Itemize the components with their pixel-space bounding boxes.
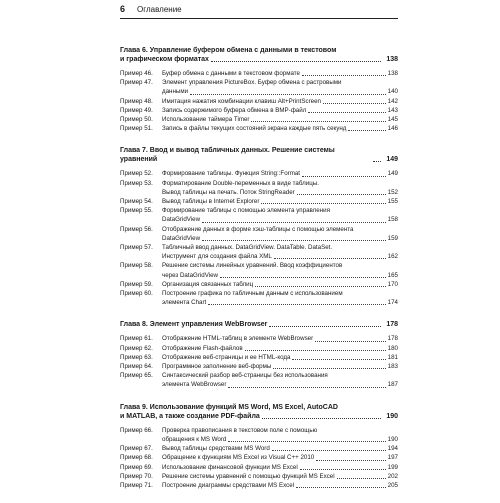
entry-title: Организация связанных таблиц xyxy=(162,280,254,288)
dot-leader xyxy=(269,326,381,327)
entry-title: Запись в файлы текущих состояний экрана каждые пять секунд xyxy=(162,125,347,133)
dot-leader xyxy=(220,277,386,278)
entry-page: 181 xyxy=(387,353,398,361)
dot-leader xyxy=(255,286,386,287)
example-label: Пример 60. xyxy=(120,290,153,298)
header-rule xyxy=(120,18,398,19)
entry-body xyxy=(162,426,398,444)
entry-last-line xyxy=(162,252,398,261)
entry-page: 202 xyxy=(387,472,398,480)
entry-title-line: Инструмент для создания файла XML xyxy=(162,253,272,261)
entry-title: Запись содержимого буфера обмена в BMP-файл xyxy=(162,106,307,114)
dot-leader xyxy=(296,487,386,488)
toc-entry[interactable] xyxy=(120,106,398,115)
toc-entry[interactable] xyxy=(120,243,398,261)
entry-title: Отображение HTML-таблиц в элементе WebBrowser xyxy=(162,335,314,343)
entry-title-line: Отображение данных в форме хэш-таблицы с помощью элемента xyxy=(162,225,354,233)
toc-entry[interactable] xyxy=(120,453,398,462)
entry-page: 155 xyxy=(387,198,398,206)
example-label: Пример 69. xyxy=(120,463,153,471)
example-label: Пример 66. xyxy=(120,426,153,434)
entry-title-line: Вывод таблицы на печать. Поток StringReader xyxy=(162,188,295,196)
entry-title-line: данными xyxy=(162,88,189,96)
dot-leader xyxy=(300,469,386,470)
chapter-section xyxy=(120,146,398,307)
example-label: Пример 71. xyxy=(120,481,153,489)
example-label: Пример 55. xyxy=(120,207,153,215)
chapter-title[interactable] xyxy=(120,55,398,64)
entry-body xyxy=(162,371,398,389)
dot-leader xyxy=(373,161,381,162)
entry-body xyxy=(162,197,398,206)
dot-leader xyxy=(302,176,386,177)
example-label: Пример 61. xyxy=(120,335,153,343)
chapter-title[interactable] xyxy=(120,46,398,55)
example-label: Пример 62. xyxy=(120,344,153,352)
toc-entry[interactable] xyxy=(120,371,398,389)
entry-body xyxy=(162,289,398,307)
entry-title-line: Элемент управления PictureBox. Буфер обмена с растровыми xyxy=(162,79,342,87)
chapter-title-text: Глава 7. Ввод и вывод табличных данных. Решение системы уравнений xyxy=(120,147,335,164)
toc-entry[interactable] xyxy=(120,97,398,106)
running-title: Оглавление xyxy=(137,5,182,14)
toc-entry[interactable] xyxy=(120,353,398,362)
toc-entry[interactable] xyxy=(120,280,398,289)
entry-body xyxy=(162,115,398,124)
page-header xyxy=(120,4,398,14)
dot-leader xyxy=(273,368,385,369)
chapter-section xyxy=(120,403,398,490)
entry-page: 178 xyxy=(387,335,398,343)
dot-leader xyxy=(251,121,385,122)
entry-page: 197 xyxy=(387,454,398,462)
dot-leader xyxy=(337,478,386,479)
entry-title-line: DataGridView xyxy=(162,216,201,224)
toc-entry[interactable] xyxy=(120,444,398,453)
dot-leader xyxy=(297,194,386,195)
table-of-contents xyxy=(120,46,398,503)
toc-entry[interactable] xyxy=(120,69,398,78)
chapter-page: 178 xyxy=(386,321,398,329)
dot-leader xyxy=(262,418,382,419)
entry-page: 138 xyxy=(387,70,398,77)
entry-title-line: элемента WebBrowser xyxy=(162,381,227,389)
entry-title: Отображение Flash-файлов xyxy=(162,344,243,352)
example-label: Пример 46. xyxy=(120,70,153,77)
entry-body xyxy=(162,97,398,106)
entry-title: Вывод таблицы средствами MS Word xyxy=(162,445,270,453)
entry-title: Использование таймера Timer xyxy=(162,116,250,124)
entry-title: Буфер обмена с данными в текстовом формате xyxy=(162,70,300,77)
example-label: Пример 54. xyxy=(120,198,153,206)
dot-leader xyxy=(261,203,385,204)
example-label: Пример 63. xyxy=(120,353,153,361)
entry-body xyxy=(162,124,398,133)
example-label: Пример 47. xyxy=(120,79,153,87)
entry-body xyxy=(162,261,398,279)
entry-page: 158 xyxy=(387,216,398,224)
dot-leader xyxy=(272,450,386,451)
example-label: Пример 67. xyxy=(120,445,153,453)
entry-last-line xyxy=(162,215,398,224)
example-label: Пример 52. xyxy=(120,170,153,178)
entry-page: 146 xyxy=(387,125,398,133)
entry-last-line xyxy=(162,435,398,444)
entry-last-line xyxy=(162,271,398,280)
chapter-title-text: Глава 9. Использование функций MS Word, MS Excel, AutoCAD xyxy=(120,403,338,411)
dot-leader xyxy=(302,75,386,76)
entry-page: 143 xyxy=(387,106,398,114)
dot-leader xyxy=(292,359,385,360)
entry-last-line xyxy=(162,380,398,389)
entry-body xyxy=(162,353,398,362)
example-label: Пример 50. xyxy=(120,116,153,124)
example-label: Пример 68. xyxy=(120,454,153,462)
toc-entry[interactable] xyxy=(120,472,398,481)
entry-page: 145 xyxy=(387,116,398,124)
entry-title-line: элемента Chart xyxy=(162,299,207,307)
entry-title: Использование финансовой функции MS Excel xyxy=(162,463,298,471)
dot-leader xyxy=(348,130,385,131)
chapter-title[interactable] xyxy=(120,412,398,421)
entry-title: Имитация нажатия комбинации клавиш Alt+PrintScreen xyxy=(162,97,321,105)
entry-body xyxy=(162,481,398,490)
chapter-title-text: Глава 6. Управление буфером обмена с данными в текстовом xyxy=(120,47,337,54)
chapter-title-text: и графическом форматах xyxy=(120,56,209,63)
toc-entry[interactable] xyxy=(120,426,398,444)
entry-last-line xyxy=(162,234,398,243)
chapter-title[interactable] xyxy=(120,320,398,329)
entry-page: 194 xyxy=(387,445,398,453)
entry-body xyxy=(162,78,398,96)
entry-body xyxy=(162,463,398,472)
entry-body xyxy=(162,362,398,371)
entry-body xyxy=(162,225,398,243)
entry-title-line: DataGridView xyxy=(162,234,201,242)
entry-title: Вывод таблицы в Internet Explorer xyxy=(162,198,260,206)
dot-leader xyxy=(323,103,386,104)
dot-leader xyxy=(202,240,386,241)
entry-title: Программное заполнение веб-формы xyxy=(162,363,272,371)
dot-leader xyxy=(228,441,385,442)
toc-entry[interactable] xyxy=(120,179,398,197)
entry-body xyxy=(162,453,398,462)
toc-entry[interactable] xyxy=(120,225,398,243)
entry-page: 140 xyxy=(387,88,398,96)
entry-body xyxy=(162,280,398,289)
entry-page: 199 xyxy=(387,463,398,471)
entry-title-line: через DataGridView xyxy=(162,271,219,279)
example-label: Пример 57. xyxy=(120,244,153,252)
entry-page: 142 xyxy=(387,97,398,105)
example-label: Пример 58. xyxy=(120,262,153,270)
entry-body xyxy=(162,106,398,115)
entry-title-line: обращения к MS Word xyxy=(162,435,227,443)
dot-leader xyxy=(308,112,385,113)
toc-entry[interactable] xyxy=(120,115,398,124)
toc-entry[interactable] xyxy=(120,124,398,133)
toc-entry[interactable] xyxy=(120,481,398,490)
chapter-page: 190 xyxy=(386,412,398,420)
chapter-title[interactable] xyxy=(120,403,398,412)
toc-entry[interactable] xyxy=(120,289,398,307)
entry-title: Отображение веб-страницы и ее HTML-кода xyxy=(162,353,291,361)
entry-page: 180 xyxy=(387,344,398,352)
entry-title: Формирование таблицы. Функция String::Format xyxy=(162,170,301,178)
entry-title: Построение диаграммы средствами MS Excel xyxy=(162,481,295,489)
dot-leader xyxy=(245,350,386,351)
toc-entry[interactable] xyxy=(120,261,398,279)
entry-page: 149 xyxy=(387,170,398,178)
entry-title: Решение системы уравнений с помощью функций MS Excel xyxy=(162,472,335,480)
entry-body xyxy=(162,169,398,178)
entry-title-line: Форматирование Double-переменных в виде таблицы. xyxy=(162,179,319,187)
chapter-title[interactable] xyxy=(120,146,398,164)
entry-title-line: Решение системы линейных уравнений. Ввод коэффициентов xyxy=(162,262,343,270)
entry-title-line: Построение графика по табличным данным с использованием xyxy=(162,290,343,298)
toc-entry[interactable] xyxy=(120,463,398,472)
entry-last-line xyxy=(162,87,398,96)
entry-page: 152 xyxy=(387,188,398,196)
toc-entry[interactable] xyxy=(120,334,398,343)
dot-leader xyxy=(190,94,386,95)
entry-body xyxy=(162,243,398,261)
toc-entry[interactable] xyxy=(120,169,398,178)
example-label: Пример 48. xyxy=(120,97,153,105)
entry-title-line: Формирование таблицы с помощью элемента управления xyxy=(162,207,330,215)
entry-body xyxy=(162,69,398,78)
dot-leader xyxy=(208,304,385,305)
example-label: Пример 51. xyxy=(120,125,153,133)
entry-body xyxy=(162,334,398,343)
entry-title-line: Табличный ввод данных. DataGridView. DataTable. DataSet. xyxy=(162,244,333,252)
dot-leader xyxy=(274,258,386,259)
entry-last-line xyxy=(162,188,398,197)
example-label: Пример 49. xyxy=(120,106,153,114)
toc-entry[interactable] xyxy=(120,344,398,353)
entry-body xyxy=(162,444,398,453)
entry-page: 190 xyxy=(387,435,398,443)
dot-leader xyxy=(316,460,385,461)
toc-entry[interactable] xyxy=(120,362,398,371)
entry-page: 174 xyxy=(387,299,398,307)
entry-page: 165 xyxy=(387,271,398,279)
entry-page: 170 xyxy=(387,280,398,288)
entry-page: 159 xyxy=(387,234,398,242)
entry-page: 162 xyxy=(387,253,398,261)
chapter-page: 138 xyxy=(386,56,398,63)
entry-title: Обращение к функциям MS Excel из Visual C++ 2010 xyxy=(162,454,315,462)
example-label: Пример 65. xyxy=(120,372,153,380)
entry-title-line: Проверка правописания в текстовом поле с помощью xyxy=(162,426,318,434)
entry-title-line: Синтаксический разбор веб-страницы без использования xyxy=(162,372,328,380)
entry-page: 183 xyxy=(387,363,398,371)
chapter-page: 149 xyxy=(386,156,398,164)
dot-leader xyxy=(202,222,386,223)
entry-body xyxy=(162,206,398,224)
toc-entry[interactable] xyxy=(120,78,398,96)
entry-page: 205 xyxy=(387,481,398,489)
dot-leader xyxy=(211,61,381,62)
entry-last-line xyxy=(162,298,398,307)
entry-body xyxy=(162,472,398,481)
entry-body xyxy=(162,179,398,197)
example-label: Пример 70. xyxy=(120,472,153,480)
example-label: Пример 53. xyxy=(120,179,153,187)
page-number: 6 xyxy=(120,4,126,14)
chapter-title-text: и MATLAB, а также создание PDF-файла xyxy=(120,412,260,420)
entry-body xyxy=(162,344,398,353)
chapter-section xyxy=(120,46,398,133)
entry-page: 187 xyxy=(387,381,398,389)
example-label: Пример 56. xyxy=(120,225,153,233)
toc-entry[interactable] xyxy=(120,197,398,206)
chapter-title-text: Глава 8. Элемент управления WebBrowser xyxy=(120,321,268,329)
dot-leader xyxy=(315,341,385,342)
toc-entry[interactable] xyxy=(120,206,398,224)
example-label: Пример 64. xyxy=(120,363,153,371)
dot-leader xyxy=(228,387,385,388)
chapter-section xyxy=(120,320,398,389)
example-label: Пример 59. xyxy=(120,280,153,288)
